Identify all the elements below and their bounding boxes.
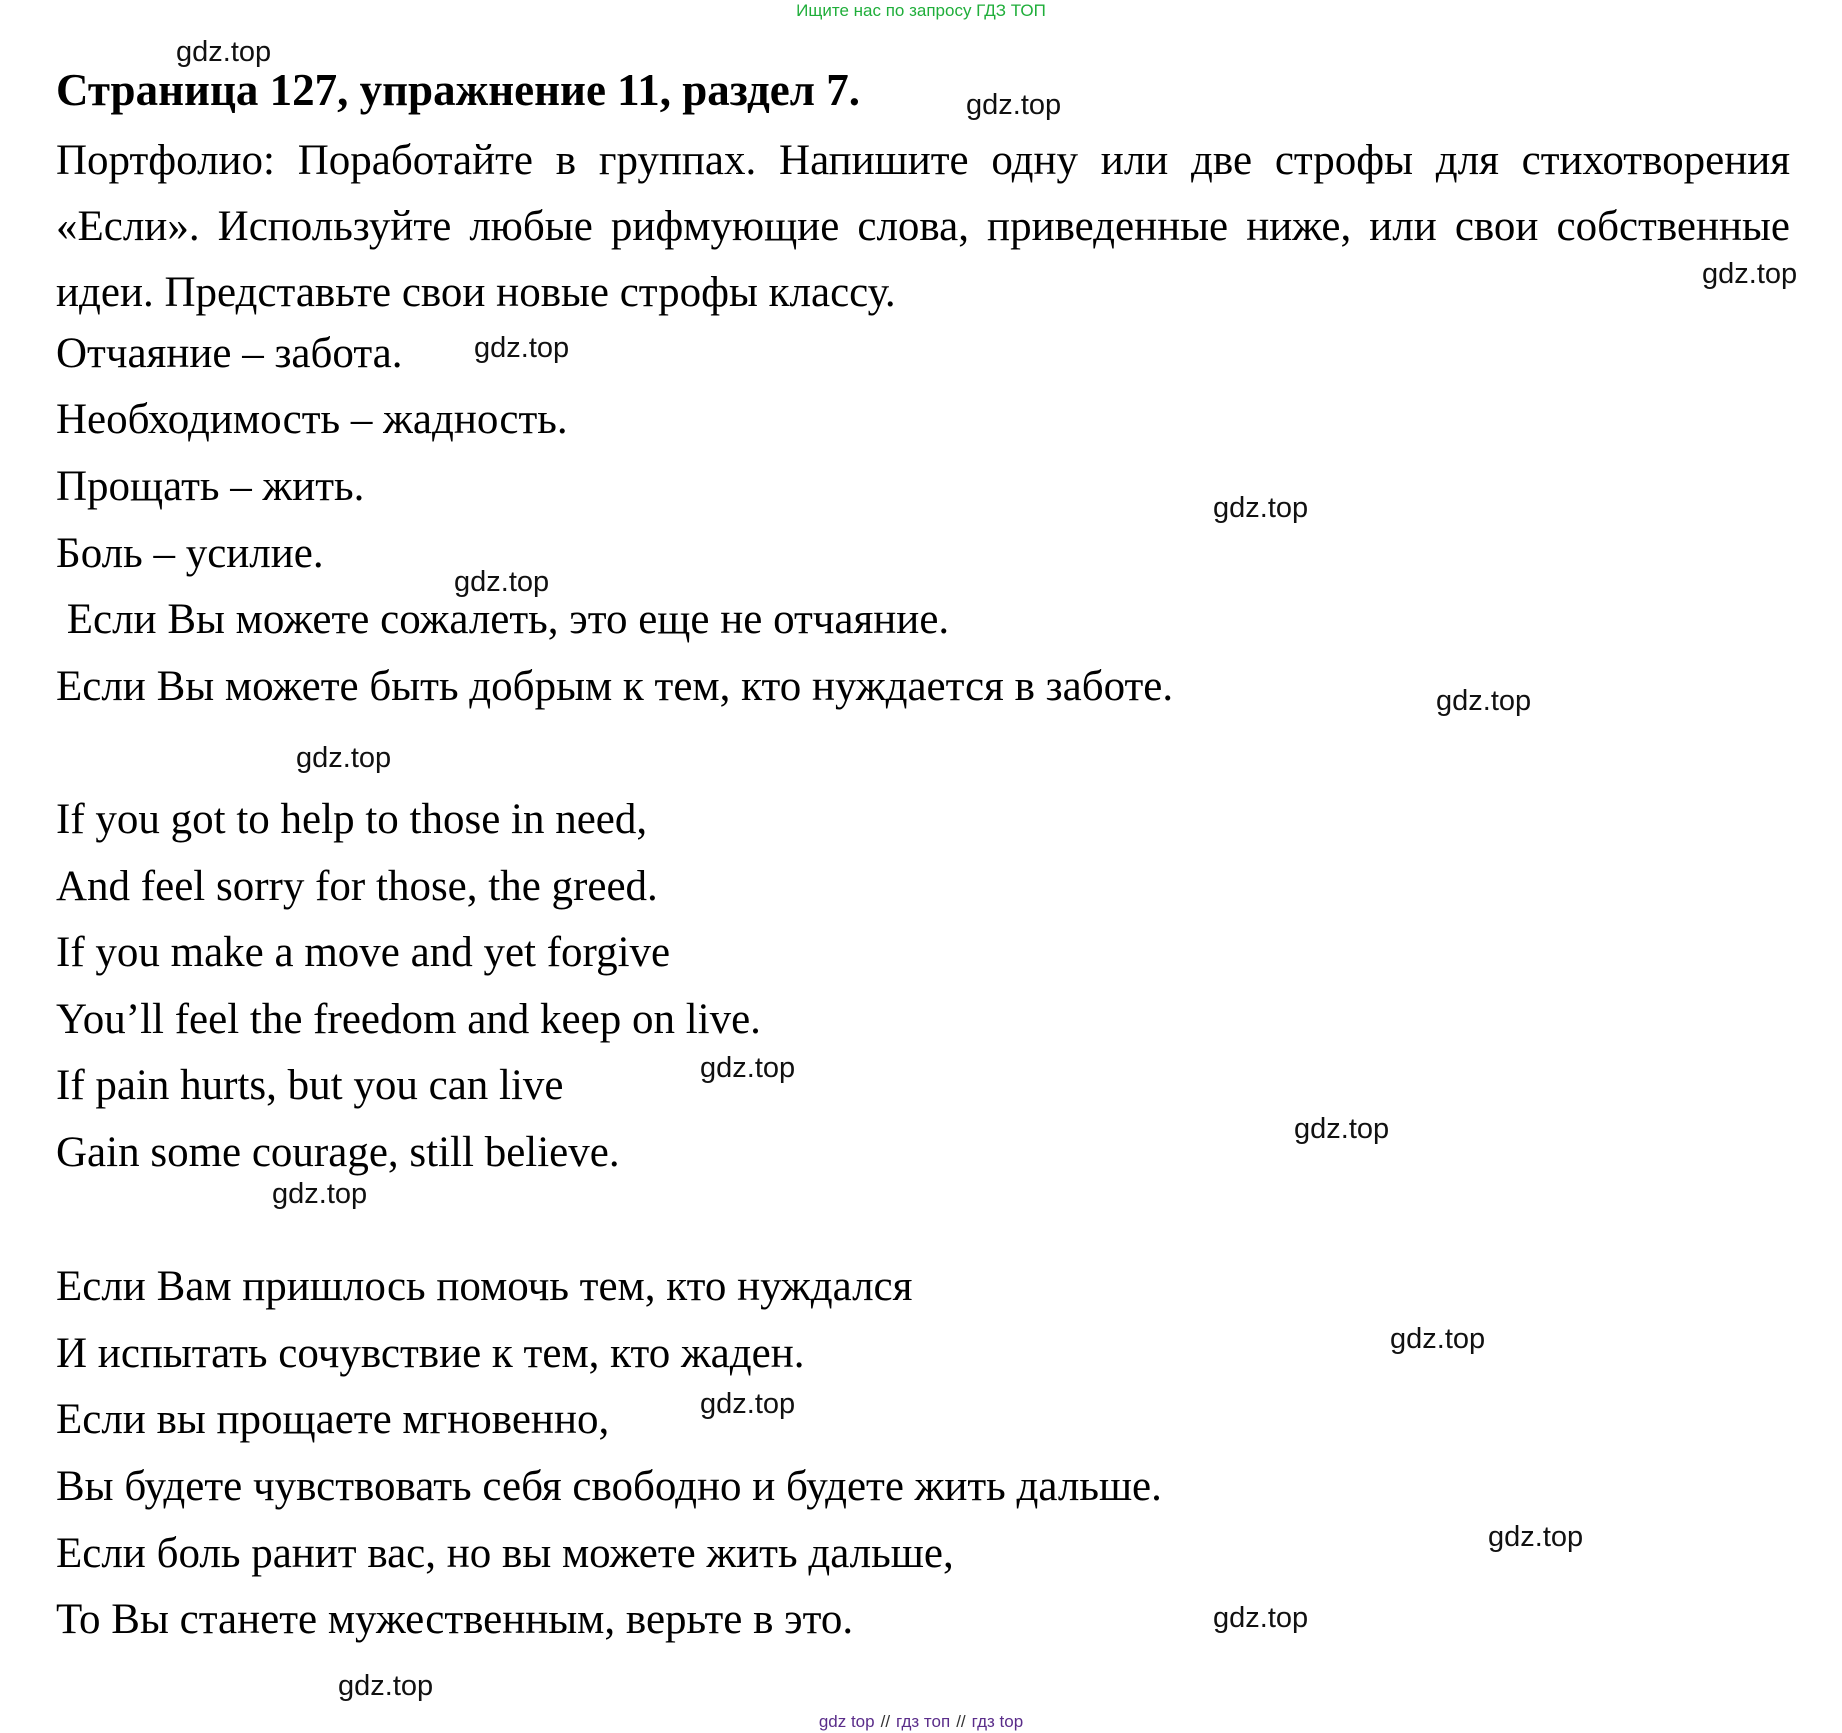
top-banner-link[interactable]: Ищите нас по запросу ГДЗ ТОП: [796, 1, 1046, 20]
watermark: gdz.top: [176, 36, 272, 68]
footer-separator: //: [956, 1712, 966, 1731]
poem-en-line: If you make a move and yet forgive: [56, 929, 671, 976]
footer-separator: //: [880, 1712, 891, 1731]
watermark: gdz.top: [1294, 1113, 1390, 1145]
watermark: gdz.top: [1436, 685, 1532, 717]
page-title: Страница 127, упражнение 11, раздел 7.: [56, 65, 860, 115]
watermark: gdz.top: [1702, 258, 1798, 290]
poem-en-line: You’ll feel the freedom and keep on live.: [56, 996, 761, 1043]
rhyme-pair: Необходимость – жадность.: [56, 396, 568, 443]
watermark: gdz.top: [700, 1052, 796, 1084]
watermark: gdz.top: [296, 742, 392, 774]
watermark: gdz.top: [474, 332, 570, 364]
watermark: gdz.top: [1390, 1323, 1486, 1355]
watermark: gdz.top: [1488, 1521, 1584, 1553]
poem-ru-line: То Вы станете мужественным, верьте в это.: [56, 1596, 854, 1643]
example-line: Если Вы можете сожалеть, это еще не отчаяние.: [56, 596, 950, 643]
watermark: gdz.top: [700, 1388, 796, 1420]
poem-ru-line: Если боль ранит вас, но вы можете жить дальше,: [56, 1530, 954, 1577]
poem-en-line: If you got to help to those in need,: [56, 796, 648, 843]
rhyme-pair: Отчаяние – забота.: [56, 330, 403, 377]
task-instructions: Портфолио: Поработайте в группах. Напишите одну или две строфы для стихотворения «Если». Используйте любые рифмующие слова, приведенные ниже, или свои собственные идеи. Представьте свои новые строфы классу.: [56, 137, 1790, 316]
rhyme-pair: Боль – усилие.: [56, 530, 324, 577]
footer-link-gdz-top[interactable]: gdz top: [818, 1712, 875, 1731]
watermark: gdz.top: [1213, 492, 1309, 524]
poem-ru-line: Если Вам пришлось помочь тем, кто нуждался: [56, 1263, 913, 1310]
poem-ru-line: Вы будете чувствовать себя свободно и будете жить дальше.: [56, 1463, 1162, 1510]
poem-ru-line: Если вы прощаете мгновенно,: [56, 1396, 610, 1443]
rhyme-pair: Прощать – жить.: [56, 463, 365, 510]
watermark: gdz.top: [454, 566, 550, 598]
footer-links: [0, 1712, 1842, 1732]
poem-en-line: And feel sorry for those, the greed.: [56, 863, 658, 910]
footer-link-gdz-top-mixed[interactable]: гдз top: [971, 1712, 1024, 1731]
poem-en-line: If pain hurts, but you can live: [56, 1062, 564, 1109]
watermark: gdz.top: [1213, 1602, 1309, 1634]
watermark: gdz.top: [338, 1670, 434, 1702]
watermark: gdz.top: [272, 1178, 368, 1210]
footer-link-gdz-top-ru[interactable]: гдз топ: [896, 1712, 951, 1731]
poem-en-line: Gain some courage, still believe.: [56, 1129, 620, 1176]
example-line: Если Вы можете быть добрым к тем, кто нуждается в заботе.: [56, 663, 1174, 710]
poem-ru-line: И испытать сочувствие к тем, кто жаден.: [56, 1330, 805, 1377]
watermark: gdz.top: [966, 89, 1062, 121]
